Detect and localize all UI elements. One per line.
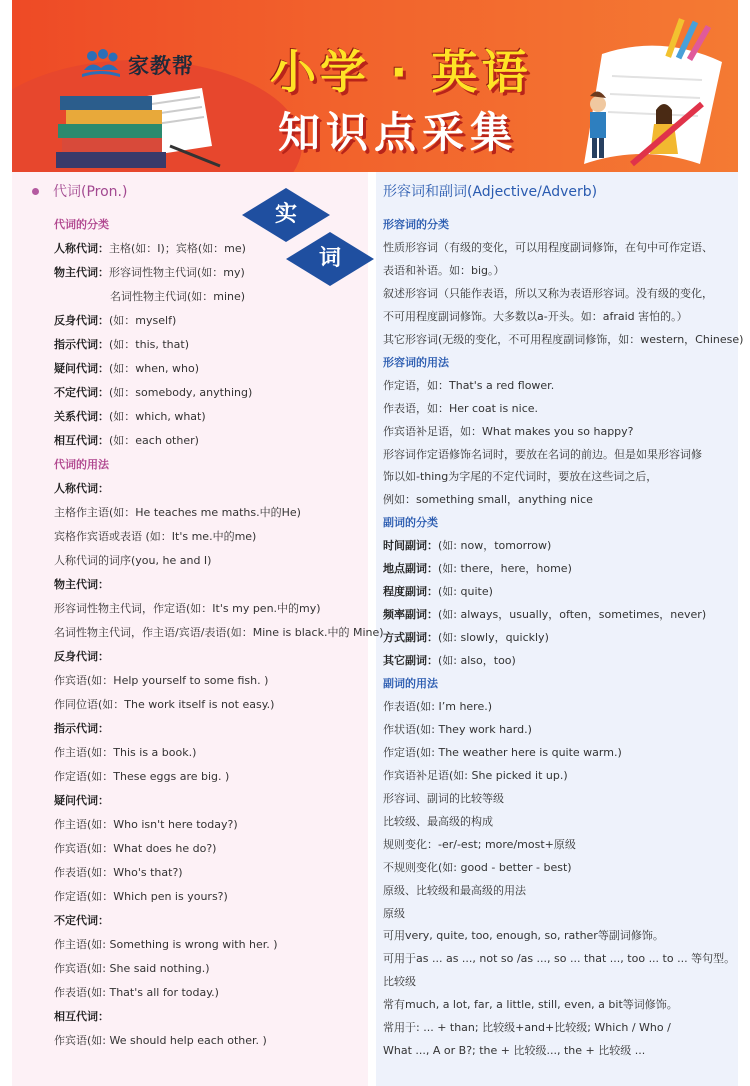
content-line: 不定代词： [54, 914, 109, 927]
content-line [54, 338, 189, 352]
line-key: 物主代词： [54, 266, 109, 279]
line-value: 形容词性物主代词(如：my) [109, 266, 245, 279]
line-key: 关系代词： [54, 410, 109, 423]
line-key: 人称代词： [54, 242, 109, 255]
content-line: 形容词、副词的比较等级 [383, 791, 504, 805]
content-line: 叙述形容词（只能作表语，所以又称为表语形容词。没有级的变化， [383, 286, 713, 300]
content-line: 名词性物主代词(如：mine) [110, 290, 246, 303]
content-line: 常有much, a lot, far, a little, still, even, a bit等词修饰。 [383, 998, 678, 1012]
content-line [54, 410, 206, 424]
brand-name: 家教帮 [128, 54, 194, 78]
content-line: 物主代词： [54, 578, 109, 591]
content-line [383, 654, 516, 668]
subsection-heading: 形容词的用法 [383, 355, 449, 369]
content-line: 宾格作宾语或表语 (如：It's me.中的me) [54, 530, 257, 543]
content-line: 可用于as ... as ..., not so /as ..., so ... that ..., too ... to ... 等句型。 [383, 952, 736, 966]
content-line: 不规则变化(如: good - better - best) [383, 860, 572, 874]
subsection-heading: 代词的分类 [54, 218, 109, 231]
line-key: 地点副词： [383, 562, 438, 576]
line-key: 频率副词： [383, 608, 438, 622]
content-line: 性质形容词（有级的变化，可以用程度副词修饰，在句中可作定语、 [383, 240, 713, 254]
line-key: 相互代词： [54, 434, 109, 447]
line-key: 反身代词： [54, 314, 109, 327]
adjective-adverb-section-title: 形容词和副词(Adjective/Adverb) [383, 184, 598, 200]
content-line: 作定语(如: The weather here is quite warm.) [383, 745, 622, 759]
line-value: (如: now，tomorrow) [438, 539, 552, 553]
line-value: (如：when, who) [109, 362, 199, 375]
content-line: 作同位语(如：The work itself is not easy.) [54, 698, 275, 711]
content-line: 反身代词： [54, 650, 109, 663]
line-value: (如：which, what) [109, 410, 206, 423]
badge-ci [284, 230, 376, 288]
content-line: 作宾语(如：Help yourself to some fish. ) [54, 674, 269, 687]
content-line: 作宾语(如: We should help each other. ) [54, 1034, 267, 1047]
content-line: 作表语，如：Her coat is nice. [383, 401, 539, 415]
content-line: 疑问代词： [54, 794, 109, 807]
line-value: (如: always，usually，often，sometimes，never) [438, 608, 707, 622]
content-line [54, 434, 199, 448]
content-line [383, 539, 551, 553]
content-line: 作状语(如: They work hard.) [383, 722, 532, 736]
content-line: 作定语(如：Which pen is yours?) [54, 890, 228, 903]
content-line: 作主语(如: Something is wrong with her. ) [54, 938, 278, 951]
line-value: (如：somebody, anything) [109, 386, 253, 399]
students-illustration [572, 14, 732, 172]
content-line: 作定语(如：These eggs are big. ) [54, 770, 230, 783]
content-line: 例如：something small，anything nice [383, 493, 593, 507]
content-line: 表语和补语。如：big。） [383, 263, 505, 277]
subsection-heading: 副词的分类 [383, 516, 438, 530]
content-line: 名词性物主代词，作主语/宾语/表语(如：Mine is black.中的 Mine) [54, 626, 384, 639]
content-line: 人称代词的词序(you, he and I) [54, 554, 212, 567]
content-line [383, 562, 572, 576]
content-line [54, 314, 176, 328]
content-line: 可用very, quite, too, enough, so, rather等副词修饰。 [383, 929, 664, 943]
content-line: 指示代词： [54, 722, 109, 735]
content-line: 相互代词： [54, 1010, 109, 1023]
content-line: 规则变化：-er/-est; more/most+原级 [383, 837, 576, 851]
line-key: 其它副词： [383, 654, 438, 668]
content-line: 比较级 [383, 975, 416, 989]
line-value: (如：each other) [109, 434, 199, 447]
content-line: 常用于: ... + than; 比较级+and+比较级; Which / Who / [383, 1021, 671, 1035]
line-key: 程度副词： [383, 585, 438, 599]
badge-shi-label: 实 [274, 202, 297, 227]
content-line: 形容词性物主代词，作定语(如：It's my pen.中的my) [54, 602, 321, 615]
subsection-heading: 代词的用法 [54, 458, 109, 471]
brand-logo [78, 48, 194, 82]
content-line: 饰以如-thing为字尾的不定代词时，要放在这些词之后， [383, 470, 658, 484]
content-line: 作主语(如：This is a book.) [54, 746, 197, 759]
content-line: 作主语(如：Who isn't here today?) [54, 818, 238, 831]
reading-people-icon [78, 48, 124, 82]
line-key: 指示代词： [54, 338, 109, 351]
line-value: (如：this, that) [109, 338, 189, 351]
line-key: 疑问代词： [54, 362, 109, 375]
line-key: 不定代词： [54, 386, 109, 399]
content-line: 其它形容词(无级的变化，不可用程度副词修饰，如：western，Chinese) [383, 332, 744, 346]
content-line: 原级 [383, 906, 405, 920]
line-value: (如: slowly，quickly) [438, 631, 549, 645]
content-line [54, 242, 246, 256]
pronoun-section-title [32, 181, 127, 201]
content-line: 作定语，如：That's a red flower. [383, 378, 555, 392]
books-illustration [52, 86, 222, 172]
line-value: (如: quite) [438, 585, 493, 599]
badge-ci-label: 词 [318, 246, 341, 271]
content-line: 原级、比较级和最高级的用法 [383, 883, 526, 897]
content-line: 作表语(如: I’m here.) [383, 699, 493, 713]
banner-title-subject: 小学 · 英语 [270, 45, 532, 99]
subsection-heading: 副词的用法 [383, 677, 438, 690]
line-value: (如: also，too) [438, 654, 516, 668]
content-line: 不可用程度副词修饰。大多数以a-开头。如：afraid 害怕的。） [383, 309, 688, 323]
content-line: 作宾语补足语(如: She picked it up.) [383, 768, 568, 782]
content-line [383, 608, 706, 622]
line-key: 方式副词： [383, 631, 438, 645]
bullet-dot-icon [32, 188, 39, 195]
subsection-heading: 形容词的分类 [383, 218, 449, 231]
line-value: 主格(如：I)；宾格(如：me) [109, 242, 246, 255]
content-line: 主格作主语(如：He teaches me maths.中的He) [54, 506, 301, 519]
line-value: (如: there，here，home) [438, 562, 572, 576]
content-line [383, 585, 493, 599]
line-key: 时间副词： [383, 539, 438, 553]
header-banner [12, 0, 738, 172]
pronoun-section-title-text: 代词(Pron.) [53, 184, 128, 200]
banner-title-topic: 知识点采集 [278, 108, 519, 157]
content-line: 形容词作定语修饰名词时，要放在名词的前边。但是如果形容词修 [383, 447, 702, 461]
content-line [383, 631, 549, 645]
content-line: 作表语(如：Who's that?) [54, 866, 183, 879]
content-line: 作宾语(如: She said nothing.) [54, 962, 210, 975]
content-line [54, 362, 199, 376]
content-line: 比较级、最高级的构成 [383, 814, 493, 828]
line-value: (如：myself) [109, 314, 177, 327]
content-line: 作表语(如: That's all for today.) [54, 986, 219, 999]
content-line: 人称代词： [54, 482, 109, 495]
content-line: What ..., A or B?; the + 比较级..., the + 比较级 ... [383, 1044, 646, 1058]
content-line [54, 386, 252, 400]
content-line [54, 266, 245, 280]
content-line: 作宾语补足语，如：What makes you so happy? [383, 424, 634, 438]
content-line: 作宾语(如：What does he do?) [54, 842, 217, 855]
